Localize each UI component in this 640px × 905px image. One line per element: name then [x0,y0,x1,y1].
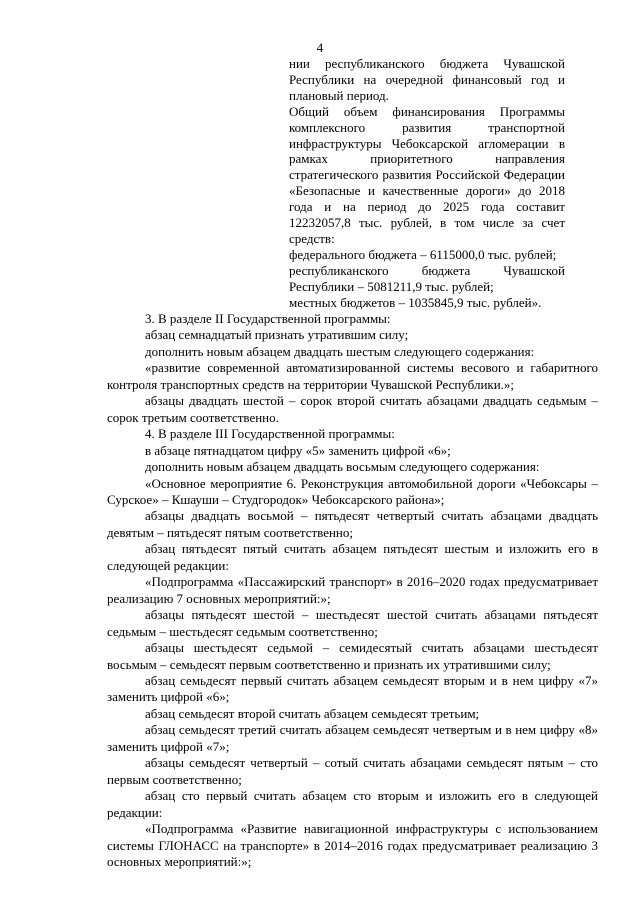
body-paragraph: дополнить новым абзацем двадцать восьмым следующего содержания: [145,459,540,475]
body-paragraph: «Подпрограмма «Пассажирский транспорт» в 2016–2020 годах предусматривает реализацию 7 основных мероприятий:»; [107,574,598,606]
body-paragraph: абзац сто первый считать абзацем сто вторым и изложить его в следующей редакции: [107,788,598,820]
body-paragraph: абзац семнадцатый признать утратившим силу; [145,327,409,343]
right-column-paragraph: местных бюджетов – 1035845,9 тыс. рублей». [289,294,542,310]
body-paragraph: 3. В разделе II Государственной программы: [145,311,391,326]
page-number: 4 [316,40,324,55]
document-body [107,311,598,870]
body-paragraph: абзацы семьдесят четвертый – сотый считать абзацами семьдесят пятым – сто первым соответственно; [107,755,598,787]
body-paragraph: абзацы двадцать шестой – сорок второй считать абзацами двадцать седьмым – сорок третьим соответственно. [107,393,598,425]
body-paragraph: абзац семьдесят второй считать абзацем семьдесят третьим; [145,705,480,721]
quoted-passport-fragment [289,56,565,311]
right-column-paragraph: нии республиканского бюджета Чувашской Республики на очередной финансовый год и плановый период. [289,56,565,103]
body-paragraph: в абзаце пятнадцатом цифру «5» заменить цифрой «6»; [145,442,451,458]
right-column-paragraph: федерального бюджета – 6115000,0 тыс. рублей; [289,246,557,262]
body-paragraph: «развитие современной автоматизированной системы весового и габаритного контроля транспортных средств на территории Чувашской Республики.»; [107,360,598,392]
body-paragraph: абзац семьдесят третий считать абзацем семьдесят четвертым и в нем цифру «8» заменить цифрой «7»; [107,722,598,754]
body-paragraph: абзацы шестьдесят седьмой – семидесятый считать абзацами шестьдесят восьмым – семьдесят первым соответственно и признать их утратившими силу; [107,640,598,672]
body-paragraph: 4. В разделе III Государственной программы: [145,426,395,442]
right-column-paragraph: Общий объем финансирования Программы комплексного развития транспортной инфраструктуры Чебоксарской агломерации в рамках приоритетного направления стратегического развития Российской Федерации «Безопасные и качественные дороги» до 2018 года и на период до 2025 года составит 12232057,8 тыс. рублей, в том числе за счет средств: [289,103,565,246]
body-paragraph: дополнить новым абзацем двадцать шестым следующего содержания: [145,343,535,359]
body-paragraph: абзацы пятьдесят шестой – шестьдесят шестой считать абзацами пятьдесят седьмым – шестьдесят седьмым соответственно; [107,607,598,639]
body-paragraph: абзац пятьдесят пятый считать абзацем пятьдесят шестым и изложить его в следующей редакции: [107,541,598,573]
body-paragraph: абзацы двадцать восьмой – пятьдесят четвертый считать абзацами двадцать девятым – пятьдесят пятым соответственно; [107,508,598,540]
body-paragraph: «Подпрограмма «Развитие навигационной инфраструктуры с использованием системы ГЛОНАСС на транспорте» в 2014–2016 годах предусматривает реализацию 3 основных мероприятий:»; [107,821,598,869]
body-paragraph: абзац семьдесят первый считать абзацем семьдесят вторым и в нем цифру «7» заменить цифрой «6»; [107,672,598,705]
right-column-paragraph: республиканского бюджета Чувашской Республики – 5081211,9 тыс. рублей; [289,262,565,294]
body-paragraph: «Основное мероприятие 6. Реконструкция автомобильной дороги «Чебоксары – Сурское» – Кшауши – Студгородок» Чебоксарского района»; [107,475,598,507]
